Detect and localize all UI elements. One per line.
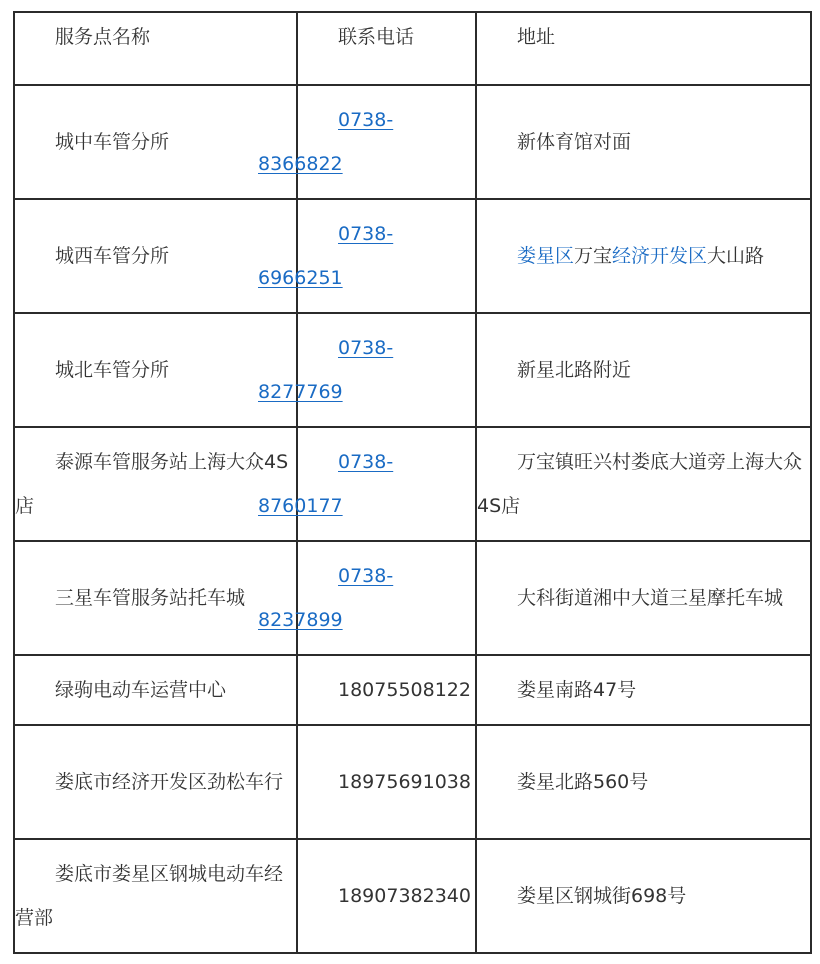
phone-link[interactable]: 0738- (338, 451, 394, 473)
table-header-row (14, 12, 811, 85)
service-point-name: 城北车管分所 (14, 313, 297, 427)
address-text: 大山路 (707, 245, 765, 267)
phone-cell: 18907382340 (297, 839, 476, 953)
phone-cell: 18975691038 (297, 725, 476, 839)
service-points-table (13, 11, 812, 954)
phone-link[interactable]: 0738- (338, 337, 394, 359)
service-point-name: 娄底市经济开发区劲松车行 (14, 725, 297, 839)
phone-link-cont[interactable]: 8237899 (258, 609, 343, 631)
address-text: 万宝 (574, 245, 613, 267)
phone-link-cont[interactable]: 6966251 (258, 267, 343, 289)
table-row (14, 313, 811, 427)
service-point-name: 城中车管分所 (14, 85, 297, 199)
address-cell: 娄星区钢城街698号 (476, 839, 811, 953)
service-point-name: 城西车管分所 (14, 199, 297, 313)
table-row (14, 725, 811, 839)
service-point-name: 泰源车管服务站上海大众4S店 (14, 427, 297, 541)
phone-link-cont[interactable]: 8760177 (258, 495, 343, 517)
header-phone: 联系电话 (297, 12, 476, 85)
phone-cell (258, 199, 476, 313)
address-cell: 娄星南路47号 (476, 655, 811, 725)
header-address: 地址 (476, 12, 811, 85)
address-cell: 新体育馆对面 (476, 85, 811, 199)
phone-link[interactable]: 0738- (338, 565, 394, 587)
address-cell: 大科街道湘中大道三星摩托车城 (476, 541, 811, 655)
address-cell (476, 199, 811, 313)
phone-link[interactable]: 0738- (338, 109, 394, 131)
address-cell: 娄星北路560号 (476, 725, 811, 839)
service-point-name: 绿驹电动车运营中心 (14, 655, 297, 725)
table-row (14, 199, 811, 313)
phone-cell (258, 427, 476, 541)
phone-link-cont[interactable]: 8277769 (258, 381, 343, 403)
table-row (14, 839, 811, 953)
service-point-name: 娄底市娄星区钢城电动车经营部 (14, 839, 297, 953)
table-row (14, 427, 811, 541)
address-link-devzone[interactable]: 经济开发区 (612, 245, 708, 267)
phone-link[interactable]: 0738- (338, 223, 394, 245)
phone-cell: 18075508122 (297, 655, 476, 725)
table-row (14, 655, 811, 725)
phone-cell (258, 313, 476, 427)
table-row (14, 85, 811, 199)
service-point-name: 三星车管服务站托车城 (14, 541, 297, 655)
phone-cell (258, 85, 476, 199)
header-name: 服务点名称 (14, 12, 297, 85)
phone-cell (258, 541, 476, 655)
phone-link-cont[interactable]: 8366822 (258, 153, 343, 175)
table-row (14, 541, 811, 655)
address-cell: 万宝镇旺兴村娄底大道旁上海大众4S店 (476, 427, 811, 541)
address-cell: 新星北路附近 (476, 313, 811, 427)
address-link-district[interactable]: 娄星区 (517, 245, 575, 267)
